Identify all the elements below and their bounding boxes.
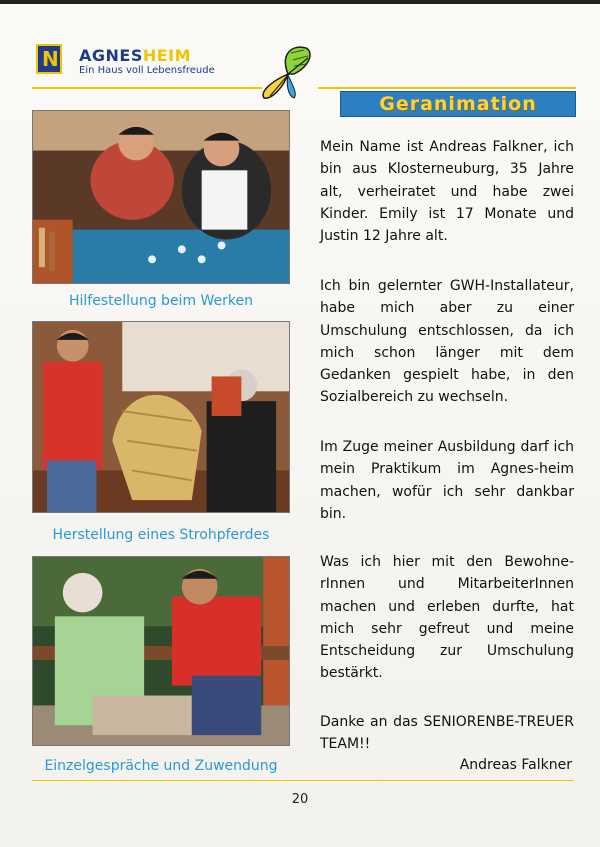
paragraph-text: Danke an das SENIORENBE-TREUER TEAM!! [320, 714, 574, 753]
header-rule-right [318, 87, 576, 89]
paragraph-text: Im Zuge meiner Ausbildung darf ich mein Praktikum im Agnes-heim machen, wofür ich sehr dankbar bin. [320, 439, 574, 522]
article-paragraph-4 [320, 551, 574, 685]
paragraph-text: Was ich hier mit den Bewohne-rInnen und MitarbeiterInnen machen und erleben durfte, hat mich sehr gefreut und meine Entscheidung zur Umschulung bestärkt. [320, 554, 574, 682]
photo-conversation [32, 556, 290, 746]
photo-caption-2: Herstellung eines Strohpferdes [52, 527, 270, 543]
header-rule-left [32, 87, 262, 89]
brand-part1: AGNES [79, 46, 143, 65]
author-signature: Andreas Falkner [459, 757, 572, 773]
article-paragraph-1 [320, 136, 574, 247]
paragraph-text: Mein Name ist Andreas Falkner, ich bin aus Klosterneuburg, 35 Jahre alt, verheiratet und habe zwei Kinder. Emily ist 17 Monate und Justin 12 Jahre alt. [320, 139, 574, 245]
article-paragraph-3 [320, 436, 574, 525]
brand-part2: HEIM [142, 46, 192, 65]
section-banner [340, 91, 576, 117]
butterfly-icon [258, 44, 320, 104]
article-paragraph-5 [320, 711, 574, 756]
photo-straw-horse [32, 321, 290, 513]
top-edge-line [0, 0, 600, 4]
photo-caption-1: Hilfestellung beim Werken [68, 293, 254, 309]
brand-tagline: Ein Haus voll Lebensfreude [79, 65, 215, 76]
logo-letter: N [42, 47, 59, 71]
article-paragraph-2 [320, 275, 574, 409]
logo-icon [36, 44, 62, 74]
footer-rule [32, 780, 574, 781]
section-title: Geranimation [379, 93, 537, 115]
page-number: 20 [291, 792, 309, 807]
paragraph-text: Ich bin gelernter GWH-Installateur, habe mich aber zu einer Umschulung entschlossen, da ich mich schon länger mit dem Gedanken gespielt habe, in den Sozialbereich zu wechseln. [320, 278, 574, 406]
brand-name [79, 46, 191, 65]
photo-caption-3: Einzelgespräche und Zuwendung [44, 758, 278, 774]
photo-craft-assistance [32, 110, 290, 284]
